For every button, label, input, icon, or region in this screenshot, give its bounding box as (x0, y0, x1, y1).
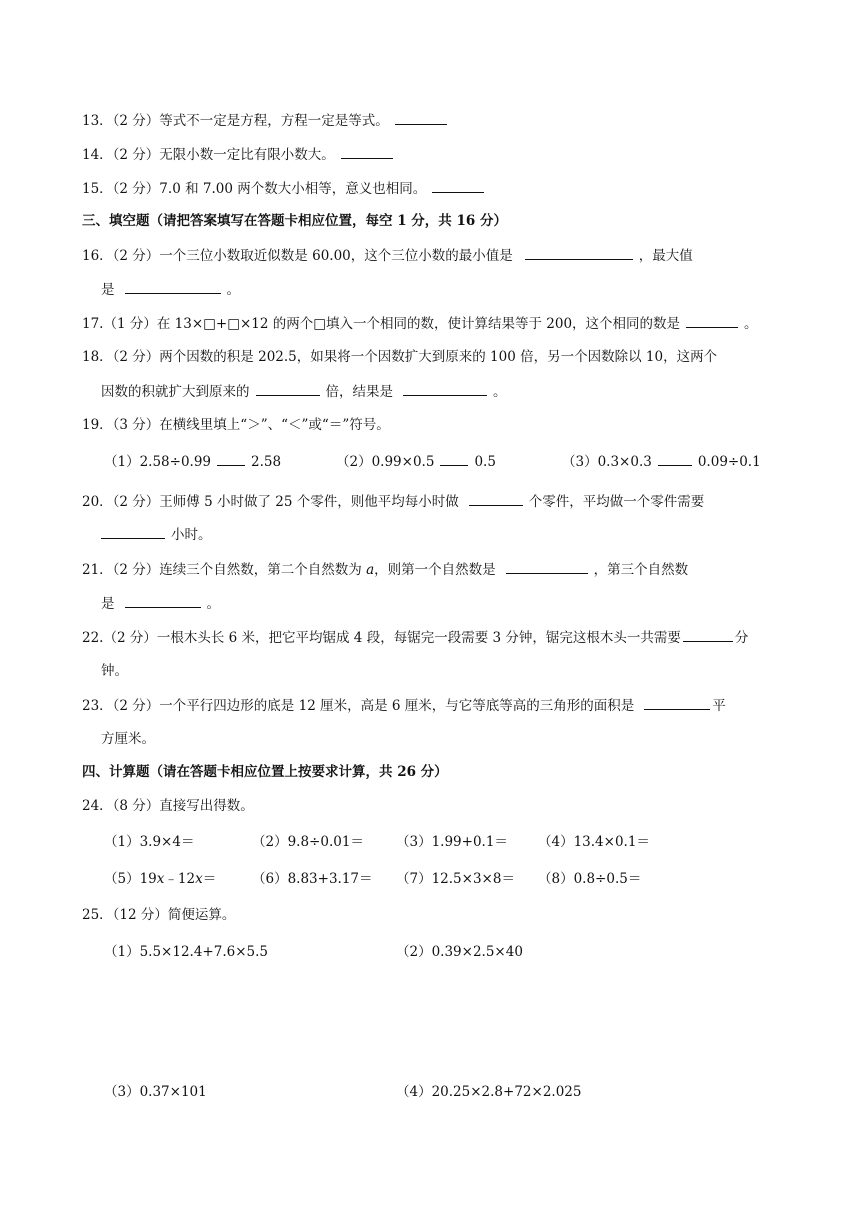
question-14 (82, 144, 399, 165)
part-text: 0.5 (474, 454, 496, 470)
variable-x: x (195, 871, 203, 887)
question-text: 。 (744, 316, 758, 332)
question-text: 是 (101, 282, 115, 298)
question-24-item-2: （2）9.8÷0.01＝ (252, 834, 364, 850)
question-text: 。 (493, 384, 507, 400)
question-text: 钟。 (101, 663, 128, 679)
question-text: 。 (206, 596, 220, 612)
item-text: ＝ (202, 871, 217, 887)
answer-blank-first[interactable] (506, 559, 588, 574)
question-19-part-2 (336, 451, 496, 472)
question-22-continued (101, 661, 128, 681)
part-text: （1）2.58÷0.99 (104, 454, 212, 470)
answer-blank[interactable] (217, 451, 245, 466)
answer-blank-times[interactable] (256, 381, 320, 396)
answer-blank-third[interactable] (125, 593, 201, 608)
question-24-item-4: （4）13.4×0.1＝ (538, 834, 650, 850)
answer-blank[interactable] (686, 313, 738, 328)
question-17 (82, 313, 758, 334)
question-text: ，第三个自然数 (593, 562, 689, 578)
question-text: 小时。 (171, 527, 212, 543)
question-text: 因数的积就扩大到原来的 (101, 384, 250, 400)
question-24-item-3: （3）1.99+0.1＝ (396, 834, 508, 850)
question-25-item-1: （1）5.5×12.4+7.6×5.5 (104, 944, 268, 960)
answer-blank[interactable] (395, 110, 447, 125)
part-text: 0.09÷0.1 (697, 454, 761, 470)
question-text: 。 (226, 282, 240, 298)
answer-blank[interactable] (341, 144, 393, 159)
item-text: ﹣12 (164, 871, 196, 887)
question-text: 倍，结果是 (325, 384, 393, 400)
answer-blank[interactable] (432, 178, 484, 193)
question-text: ，则第一个自然数是 (374, 562, 496, 578)
question-15 (82, 178, 490, 199)
part-text: （2）0.99×0.5 (336, 454, 435, 470)
answer-blank-min[interactable] (525, 245, 633, 260)
question-24-item-1: （1）3.9×4＝ (104, 834, 195, 850)
question-20-continued (101, 524, 212, 545)
question-21 (82, 559, 688, 580)
question-24-item-5 (104, 869, 216, 889)
answer-blank-hours[interactable] (101, 524, 165, 539)
question-text: 16．（2 分）一个三位小数取近似数是 60.00，这个三位小数的最小值是 (82, 248, 513, 264)
question-text: 是 (101, 596, 115, 612)
question-23 (82, 695, 726, 716)
question-20 (82, 491, 704, 512)
question-text: 个零件，平均做一个零件需要 (528, 494, 705, 510)
answer-blank[interactable] (440, 451, 468, 466)
question-text: 17.（1 分）在 13×□+□×12 的两个□填入一个相同的数，使计算结果等于 200，这个相同的数是 (82, 316, 681, 332)
answer-blank-per-hour[interactable] (469, 491, 523, 506)
question-text: ，最大值 (638, 248, 693, 264)
question-text: 平 (712, 698, 726, 714)
question-text: 25．（12 分）简便运算。 (82, 907, 236, 923)
answer-blank[interactable] (683, 627, 733, 642)
question-text: 24．（8 分）直接写出得数。 (82, 798, 254, 814)
question-18-continued (101, 381, 507, 402)
question-13 (82, 110, 453, 131)
answer-blank[interactable] (658, 451, 692, 466)
answer-blank-result[interactable] (403, 381, 487, 396)
question-text: 19．（3 分）在横线里填上“＞”、“＜”或“＝”符号。 (82, 417, 390, 433)
variable-a: a (366, 562, 375, 578)
answer-blank-max[interactable] (125, 279, 221, 294)
section-heading-fill-in: 三、填空题（请把答案填写在答题卡相应位置，每空 1 分，共 16 分） (82, 213, 507, 229)
question-22 (82, 627, 748, 648)
question-19-part-3 (562, 451, 761, 472)
question-18 (82, 347, 717, 367)
question-19-part-1 (104, 451, 281, 472)
question-24 (82, 796, 254, 816)
question-text: 13．（2 分）等式不一定是方程，方程一定是等式。 (82, 113, 389, 129)
question-25-item-4: （4）20.25×2.8+72×2.025 (396, 1084, 582, 1100)
question-25-item-2: （2）0.39×2.5×40 (396, 944, 523, 960)
question-21-continued (101, 593, 220, 614)
question-text: 分 (734, 630, 749, 646)
question-25 (82, 905, 235, 925)
variable-x: x (156, 871, 165, 887)
answer-blank[interactable] (644, 695, 710, 710)
question-text: 23．（2 分）一个平行四边形的底是 12 厘米，高是 6 厘米，与它等底等高的三角形的面积是 (82, 698, 635, 714)
question-24-item-8: （8）0.8÷0.5＝ (538, 871, 642, 887)
question-23-continued (101, 729, 155, 749)
question-24-item-6: （6）8.83+3.17＝ (252, 871, 373, 887)
question-25-item-3: （3）0.37×101 (104, 1084, 207, 1100)
question-text: 15．（2 分）7.0 和 7.00 两个数大小相等，意义也相同。 (82, 181, 427, 197)
question-text: 21．（2 分）连续三个自然数，第二个自然数为 (82, 562, 362, 578)
question-19 (82, 415, 390, 435)
part-text: （3）0.3×0.3 (562, 454, 652, 470)
question-16-continued (101, 279, 240, 300)
question-text: 18．（2 分）两个因数的积是 202.5，如果将一个因数扩大到原来的 100 倍，另一个因数除以 10，这两个 (82, 349, 718, 365)
question-text: 方厘米。 (101, 731, 155, 747)
part-text: 2.58 (251, 454, 282, 470)
question-text: 14．（2 分）无限小数一定比有限小数大。 (82, 147, 335, 163)
question-24-item-7: （7）12.5×3×8＝ (396, 871, 515, 887)
question-16 (82, 245, 693, 266)
question-text: 20．（2 分）王师傅 5 小时做了 25 个零件，则他平均每小时做 (82, 494, 459, 510)
question-text: 22.（2 分）一根木头长 6 米，把它平均锯成 4 段，每锯完一段需要 3 分钟，锯完这根木头一共需要 (82, 630, 681, 646)
section-heading-calculation: 四、计算题（请在答题卡相应位置上按要求计算，共 26 分） (82, 764, 448, 780)
item-text: （5）19 (104, 871, 157, 887)
